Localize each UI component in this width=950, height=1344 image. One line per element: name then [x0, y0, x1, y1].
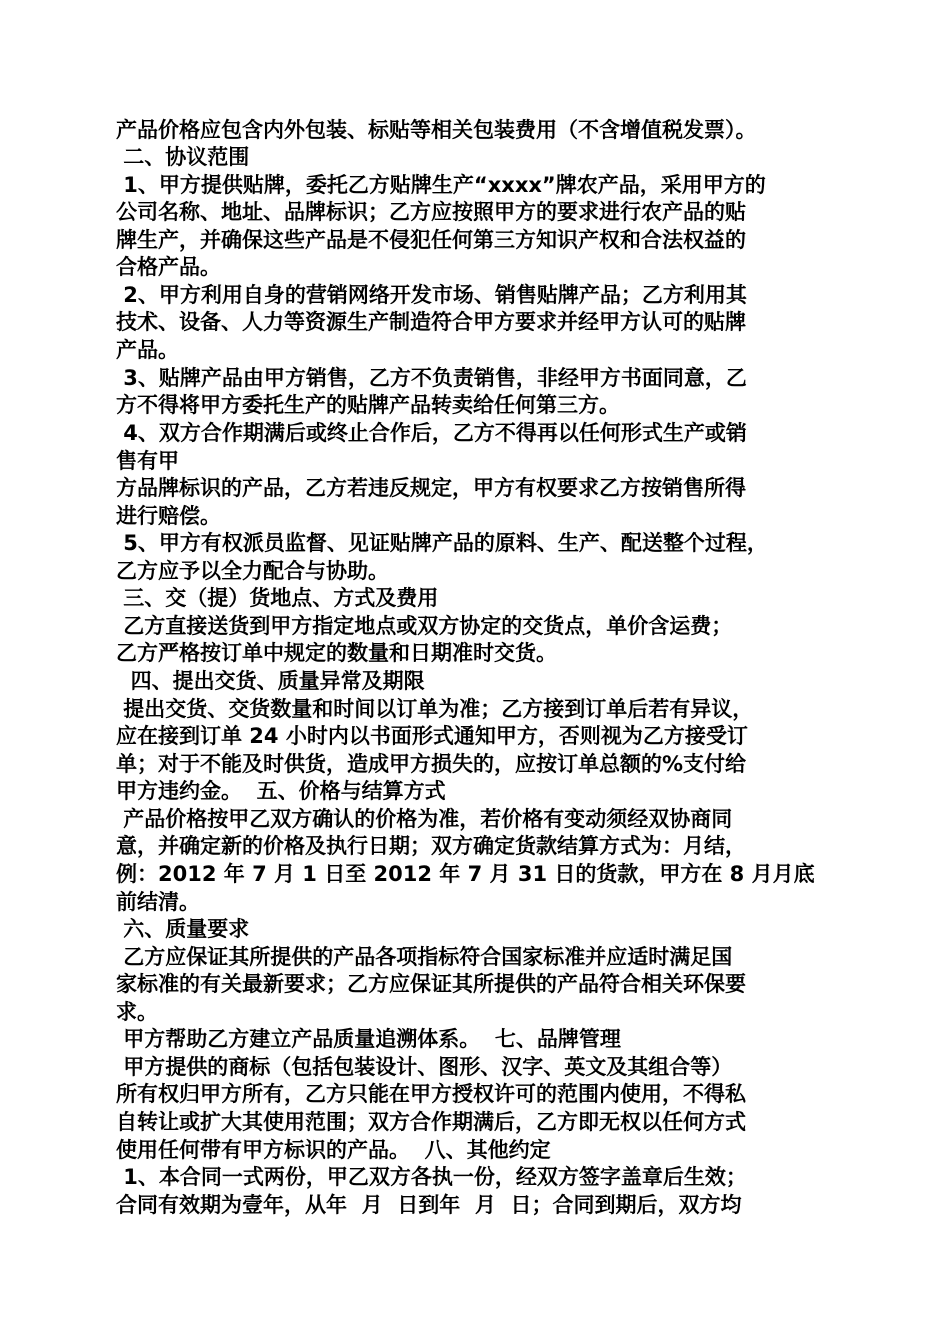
text-line: 产品价格按甲乙双方确认的价格为准，若价格有变动须经双协商同 — [116, 807, 733, 831]
text-line: 牌生产，并确保这些产品是不侵犯任何第三方知识产权和合法权益的 — [116, 228, 746, 252]
section-heading: 三、交（提）货地点、方式及费用 — [116, 586, 439, 610]
text-line: 1、甲方提供贴牌，委托乙方贴牌生产“xxxx”牌农产品，采用甲方的 — [116, 173, 766, 197]
text-line: 求。 — [116, 1000, 158, 1024]
text-line: 乙方严格按订单中规定的数量和日期准时交货。 — [116, 641, 557, 665]
text-line: 方品牌标识的产品，乙方若违反规定，甲方有权要求乙方按销售所得 — [116, 476, 746, 500]
text-line: 甲方违约金。 五、价格与结算方式 — [116, 779, 446, 803]
text-line: 乙方应予以全力配合与协助。 — [116, 559, 389, 583]
text-line: 4、双方合作期满后或终止合作后，乙方不得再以任何形式生产或销 — [116, 421, 747, 445]
section-heading: 四、提出交货、质量异常及期限 — [116, 669, 425, 693]
section-heading: 二、协议范围 — [116, 145, 250, 169]
text-line: 方不得将甲方委托生产的贴牌产品转卖给任何第三方。 — [116, 393, 620, 417]
text-line: 3、贴牌产品由甲方销售，乙方不负责销售，非经甲方书面同意，乙 — [116, 366, 747, 390]
text-line: 自转让或扩大其使用范围；双方合作期满后，乙方即无权以任何方式 — [116, 1110, 746, 1134]
text-line: 1、本合同一式两份，甲乙双方各执一份，经双方签字盖章后生效； — [116, 1165, 747, 1189]
text-line: 2、甲方利用自身的营销网络开发市场、销售贴牌产品；乙方利用其 — [116, 283, 747, 307]
text-line: 技术、设备、人力等资源生产制造符合甲方要求并经甲方认可的贴牌 — [116, 310, 746, 334]
text-line: 提出交货、交货数量和时间以订单为准；乙方接到订单后若有异议， — [116, 697, 754, 721]
text-line: 应在接到订单 24 小时内以书面形式通知甲方，否则视为乙方接受订 — [116, 724, 748, 748]
text-line: 乙方应保证其所提供的产品各项指标符合国家标准并应适时满足国 — [116, 945, 733, 969]
text-line: 所有权归甲方所有，乙方只能在甲方授权许可的范围内使用，不得私 — [116, 1082, 746, 1106]
text-line: 前结清。 — [116, 890, 200, 914]
text-line: 甲方提供的商标（包括包装设计、图形、汉字、英文及其组合等） — [116, 1055, 733, 1079]
text-line: 例：2012 年 7 月 1 日至 2012 年 7 月 31 日的货款，甲方在 8 月月底 — [116, 862, 815, 886]
text-line: 公司名称、地址、品牌标识；乙方应按照甲方的要求进行农产品的贴 — [116, 200, 746, 224]
text-line: 产品价格应包含内外包装、标贴等相关包装费用（不含增值税发票）。 — [116, 118, 757, 142]
text-line: 乙方直接送货到甲方指定地点或双方协定的交货点，单价含运费； — [116, 614, 733, 638]
text-line: 售有甲 — [116, 449, 179, 473]
text-line: 使用任何带有甲方标识的产品。 八、其他约定 — [116, 1138, 551, 1162]
text-line: 合同有效期为壹年，从年 月 日到年 月 日；合同到期后，双方均 — [116, 1193, 742, 1217]
text-line: 家标准的有关最新要求；乙方应保证其所提供的产品符合相关环保要 — [116, 972, 746, 996]
text-line: 意，并确定新的价格及执行日期；双方确定货款结算方式为：月结， — [116, 834, 746, 858]
text-line: 甲方帮助乙方建立产品质量追溯体系。 七、品牌管理 — [116, 1027, 621, 1051]
text-line: 5、甲方有权派员监督、见证贴牌产品的原料、生产、配送整个过程， — [116, 531, 768, 555]
text-line: 产品。 — [116, 338, 179, 362]
text-line: 合格产品。 — [116, 255, 221, 279]
section-heading: 六、质量要求 — [116, 917, 250, 941]
text-line: 进行赔偿。 — [116, 504, 221, 528]
text-line: 单；对于不能及时供货，造成甲方损失的，应按订单总额的%支付给 — [116, 752, 747, 776]
